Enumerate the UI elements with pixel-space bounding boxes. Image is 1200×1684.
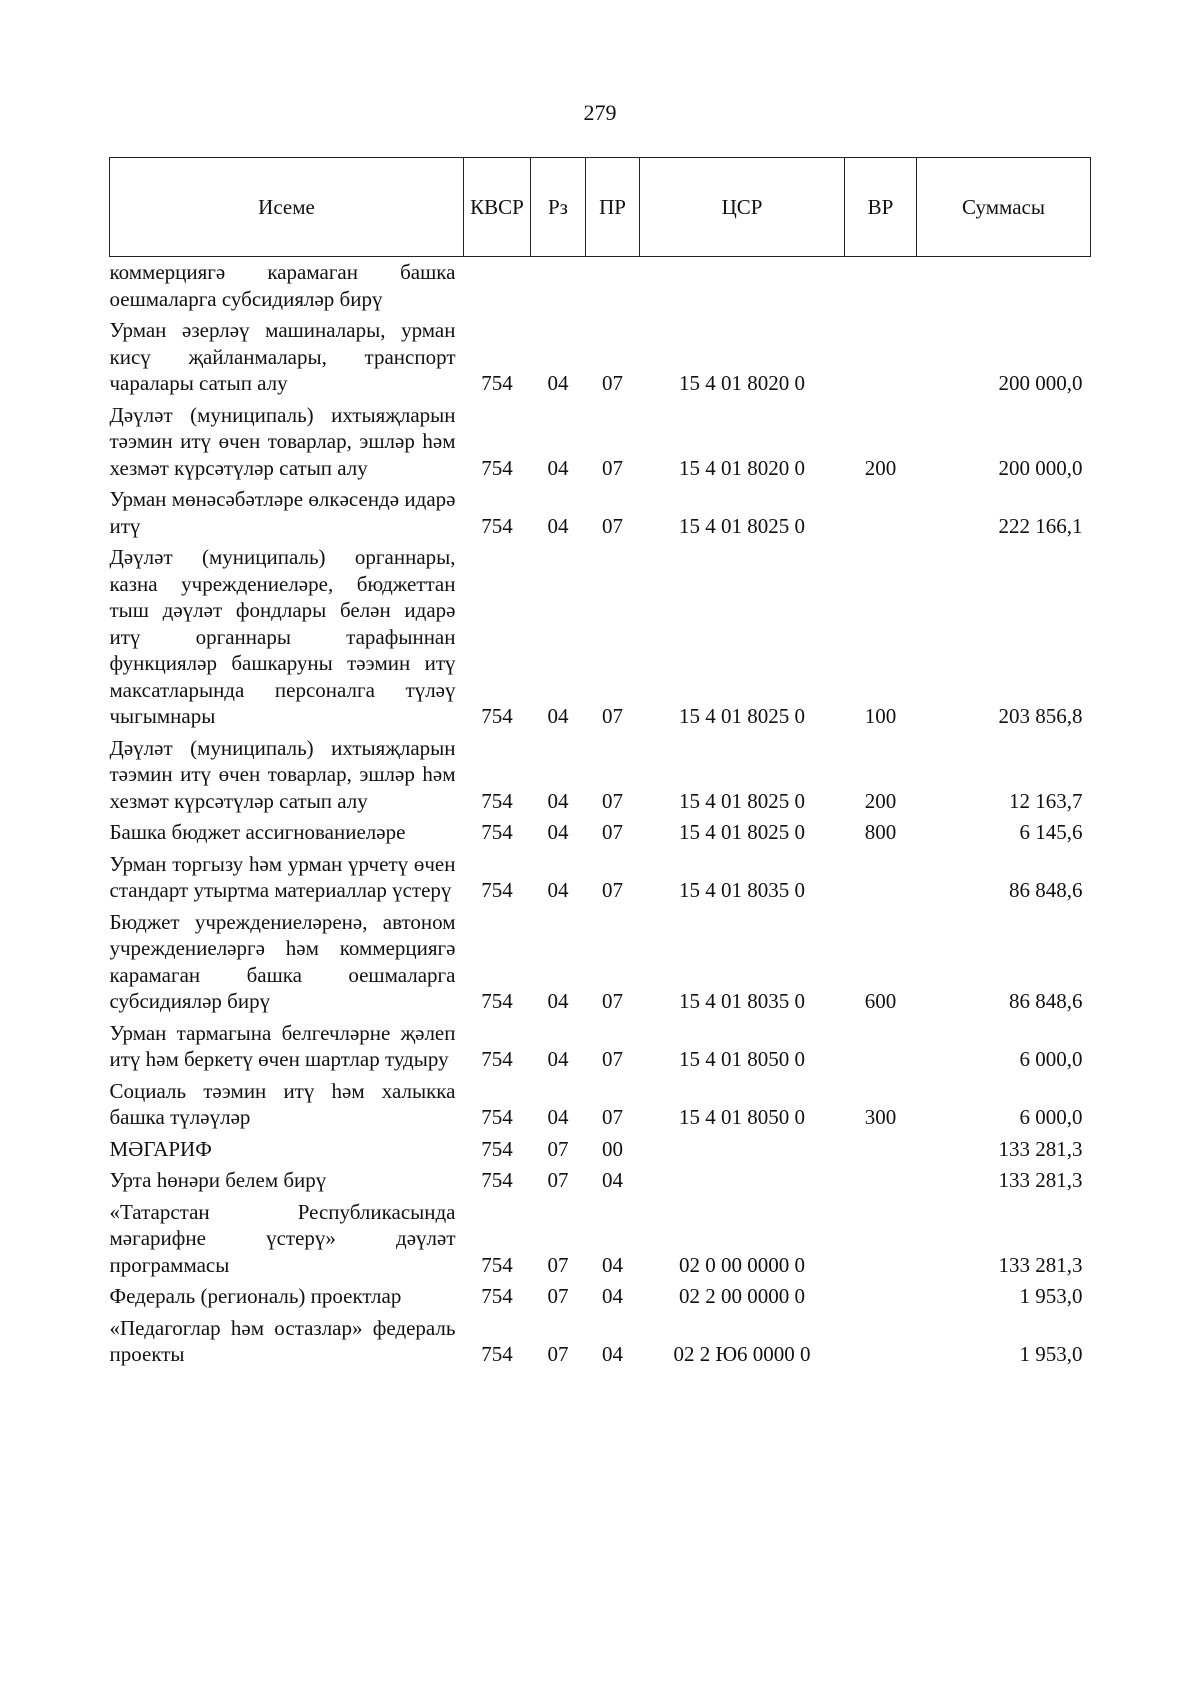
header-name: Исеме (110, 158, 464, 257)
cell-pr: 07 (602, 1105, 623, 1129)
cell-vr (845, 1313, 917, 1371)
cell-csr (640, 1165, 845, 1197)
table-row (110, 1165, 1091, 1197)
cell-kvsr: 754 (481, 455, 513, 480)
cell-pr: 07 (602, 788, 623, 813)
cell-sum: 6 000,0 (1019, 1047, 1083, 1071)
cell-rz: 04 (547, 371, 569, 395)
cell-pr: 07 (602, 513, 623, 538)
cell-rz: 04 (547, 820, 569, 844)
cell-rz: 07 (547, 1284, 569, 1308)
cell-name: Дәүләт (муниципаль) ихтыяҗларын тәэмин итү өчен товарлар, эшләр һәм хезмәт күрсәтүләр сатып алу (109, 402, 456, 480)
table-row (110, 1313, 1091, 1371)
header-kvsr: КВСР (464, 158, 531, 257)
cell-rz: 04 (547, 878, 569, 902)
cell-vr: 200 (864, 788, 897, 813)
cell-name: коммерциягә карамаган башка оешмаларга субсидияләр бирү (109, 260, 456, 311)
cell-kvsr: 754 (481, 989, 513, 1013)
table-row (110, 315, 1091, 400)
cell-name: Дәүләт (муниципаль) ихтыяҗларын тәэмин итү өчен товарлар, эшләр һәм хезмәт күрсәтүләр сатып алу (109, 735, 456, 813)
cell-rz: 07 (547, 1136, 569, 1161)
header-csr: ЦСР (640, 158, 845, 257)
cell-name: Урман әзерләү машиналары, урман кисү җайланмалары, транспорт чаралары сатып алу (109, 318, 456, 395)
cell-rz: 04 (547, 989, 569, 1013)
cell-kvsr: 754 (481, 1168, 513, 1192)
cell-sum: 200 000,0 (998, 371, 1083, 395)
table-row (110, 1134, 1091, 1166)
cell-csr: 15 4 01 8025 0 (679, 788, 805, 813)
cell-pr: 07 (602, 371, 623, 395)
cell-pr: 07 (602, 878, 623, 902)
table-row (110, 1018, 1091, 1076)
cell-csr: 02 0 00 0000 0 (679, 1252, 805, 1277)
cell-kvsr: 754 (481, 1047, 513, 1071)
cell-sum: 133 281,3 (998, 1136, 1083, 1161)
cell-pr: 00 (602, 1136, 623, 1161)
cell-csr: 15 4 01 8050 0 (679, 1105, 805, 1129)
cell-sum: 86 848,6 (1009, 989, 1083, 1013)
cell-rz: 04 (547, 1047, 569, 1071)
table-row (110, 817, 1091, 849)
cell-vr (845, 1197, 917, 1282)
cell-rz: 04 (547, 704, 569, 728)
cell-vr (845, 1134, 917, 1166)
cell-name: МӘГАРИФ (109, 1136, 212, 1161)
cell-kvsr: 754 (481, 1136, 513, 1161)
cell-rz: 07 (547, 1252, 569, 1277)
cell-name: Башка бюджет ассигнованиеләре (109, 820, 406, 844)
table-row (110, 1281, 1091, 1313)
cell-kvsr: 754 (481, 1252, 513, 1277)
cell-kvsr (464, 257, 531, 316)
table-row (110, 849, 1091, 907)
cell-pr: 07 (602, 989, 623, 1013)
cell-pr: 04 (602, 1252, 623, 1277)
cell-vr: 600 (864, 989, 897, 1013)
cell-kvsr: 754 (481, 513, 513, 538)
cell-rz: 07 (547, 1342, 569, 1366)
cell-csr: 02 2 00 0000 0 (679, 1284, 805, 1308)
cell-sum: 1 953,0 (1019, 1284, 1083, 1308)
cell-name: Урман мөнәсәбәтләре өлкәсендә идарә итү (109, 487, 456, 538)
cell-csr: 15 4 01 8025 0 (679, 513, 805, 538)
cell-sum: 133 281,3 (998, 1252, 1083, 1277)
cell-pr: 07 (602, 455, 623, 480)
cell-pr (586, 257, 640, 316)
cell-rz: 04 (547, 513, 569, 538)
cell-name: «Педагоглар һәм остазлар» федераль проекты (109, 1315, 456, 1366)
cell-vr: 800 (864, 820, 897, 844)
cell-vr (845, 257, 917, 316)
table-row (110, 733, 1091, 818)
cell-kvsr: 754 (481, 1342, 513, 1366)
cell-vr (845, 315, 917, 400)
header-vr: ВР (845, 158, 917, 257)
cell-vr: 100 (864, 704, 897, 728)
cell-csr: 15 4 01 8025 0 (679, 820, 805, 844)
table-body (110, 257, 1091, 1371)
cell-pr: 07 (602, 820, 623, 844)
cell-rz: 04 (547, 1105, 569, 1129)
cell-sum: 12 163,7 (1009, 788, 1083, 813)
cell-vr: 300 (864, 1105, 897, 1129)
cell-kvsr: 754 (481, 704, 513, 728)
table-row (110, 400, 1091, 485)
cell-rz: 04 (547, 788, 569, 813)
cell-vr (845, 849, 917, 907)
page-number: 279 (583, 100, 617, 125)
header-pr: ПР (586, 158, 640, 257)
budget-table (109, 157, 1091, 1371)
cell-name: Урман торгызу һәм урман үрчетү өчен стандарт утыртма материаллар үстерү (109, 851, 456, 902)
cell-pr: 04 (602, 1168, 623, 1192)
cell-name: Социаль тәэмин итү һәм халыкка башка түләүләр (109, 1078, 456, 1129)
table-row (110, 1076, 1091, 1134)
cell-name: Дәүләт (муниципаль) органнары, казна учреждениеләре, бюджеттан тыш дәүләт фондлары белән идарә итү органнары тарафыннан функцияләр башкаруны тәэмин итү максатларында персоналга түләү чыгымнары (109, 545, 456, 728)
cell-pr: 07 (602, 1047, 623, 1071)
cell-kvsr: 754 (481, 788, 513, 813)
cell-sum: 6 000,0 (1019, 1105, 1083, 1129)
cell-rz: 07 (547, 1168, 569, 1192)
cell-csr: 02 2 Ю6 0000 0 (673, 1342, 811, 1366)
cell-sum: 6 145,6 (1019, 820, 1083, 844)
cell-kvsr: 754 (481, 820, 513, 844)
cell-csr: 15 4 01 8035 0 (679, 878, 805, 902)
cell-sum: 222 166,1 (998, 513, 1083, 538)
cell-vr (845, 484, 917, 542)
cell-pr: 04 (602, 1284, 623, 1308)
cell-vr: 200 (864, 455, 897, 480)
cell-name: Урман тармагына белгечләрне җәлеп итү һәм беркетү өчен шартлар тудыру (109, 1020, 456, 1071)
cell-pr: 04 (602, 1342, 623, 1366)
header-sum: Суммасы (917, 158, 1091, 257)
cell-csr: 15 4 01 8020 0 (679, 455, 805, 480)
cell-name: Урта һөнәри белем бирү (109, 1168, 327, 1192)
cell-sum: 133 281,3 (998, 1168, 1083, 1192)
cell-kvsr: 754 (481, 1105, 513, 1129)
cell-csr: 15 4 01 8035 0 (679, 989, 805, 1013)
cell-vr (845, 1165, 917, 1197)
cell-name: Федераль (региональ) проектлар (109, 1284, 402, 1308)
cell-sum: 86 848,6 (1009, 878, 1083, 902)
header-rz: Рз (531, 158, 586, 257)
table-row (110, 484, 1091, 542)
cell-sum: 203 856,8 (998, 704, 1083, 728)
cell-csr: 15 4 01 8050 0 (679, 1047, 805, 1071)
cell-kvsr: 754 (481, 371, 513, 395)
cell-rz (531, 257, 586, 316)
cell-sum (917, 257, 1091, 316)
table-row (110, 542, 1091, 733)
cell-vr (845, 1018, 917, 1076)
cell-csr: 15 4 01 8025 0 (679, 704, 805, 728)
cell-rz: 04 (547, 455, 569, 480)
table-row (110, 907, 1091, 1018)
cell-name: «Татарстан Республикасында мәгарифне үстерү» дәүләт программасы (109, 1199, 456, 1277)
cell-pr: 07 (602, 704, 623, 728)
cell-csr (640, 257, 845, 316)
cell-kvsr: 754 (481, 878, 513, 902)
cell-sum: 1 953,0 (1019, 1342, 1083, 1366)
cell-csr (640, 1134, 845, 1166)
cell-name: Бюджет учреждениеләренә, автоном учреждениеләргә һәм коммерциягә карамаган башка оешмаларга субсидияләр бирү (109, 909, 456, 1013)
cell-csr: 15 4 01 8020 0 (679, 371, 805, 395)
cell-vr (845, 1281, 917, 1313)
table-row (110, 1197, 1091, 1282)
cell-kvsr: 754 (481, 1284, 513, 1308)
cell-sum: 200 000,0 (998, 455, 1083, 480)
table-row (110, 257, 1091, 316)
table-header (110, 158, 1091, 257)
